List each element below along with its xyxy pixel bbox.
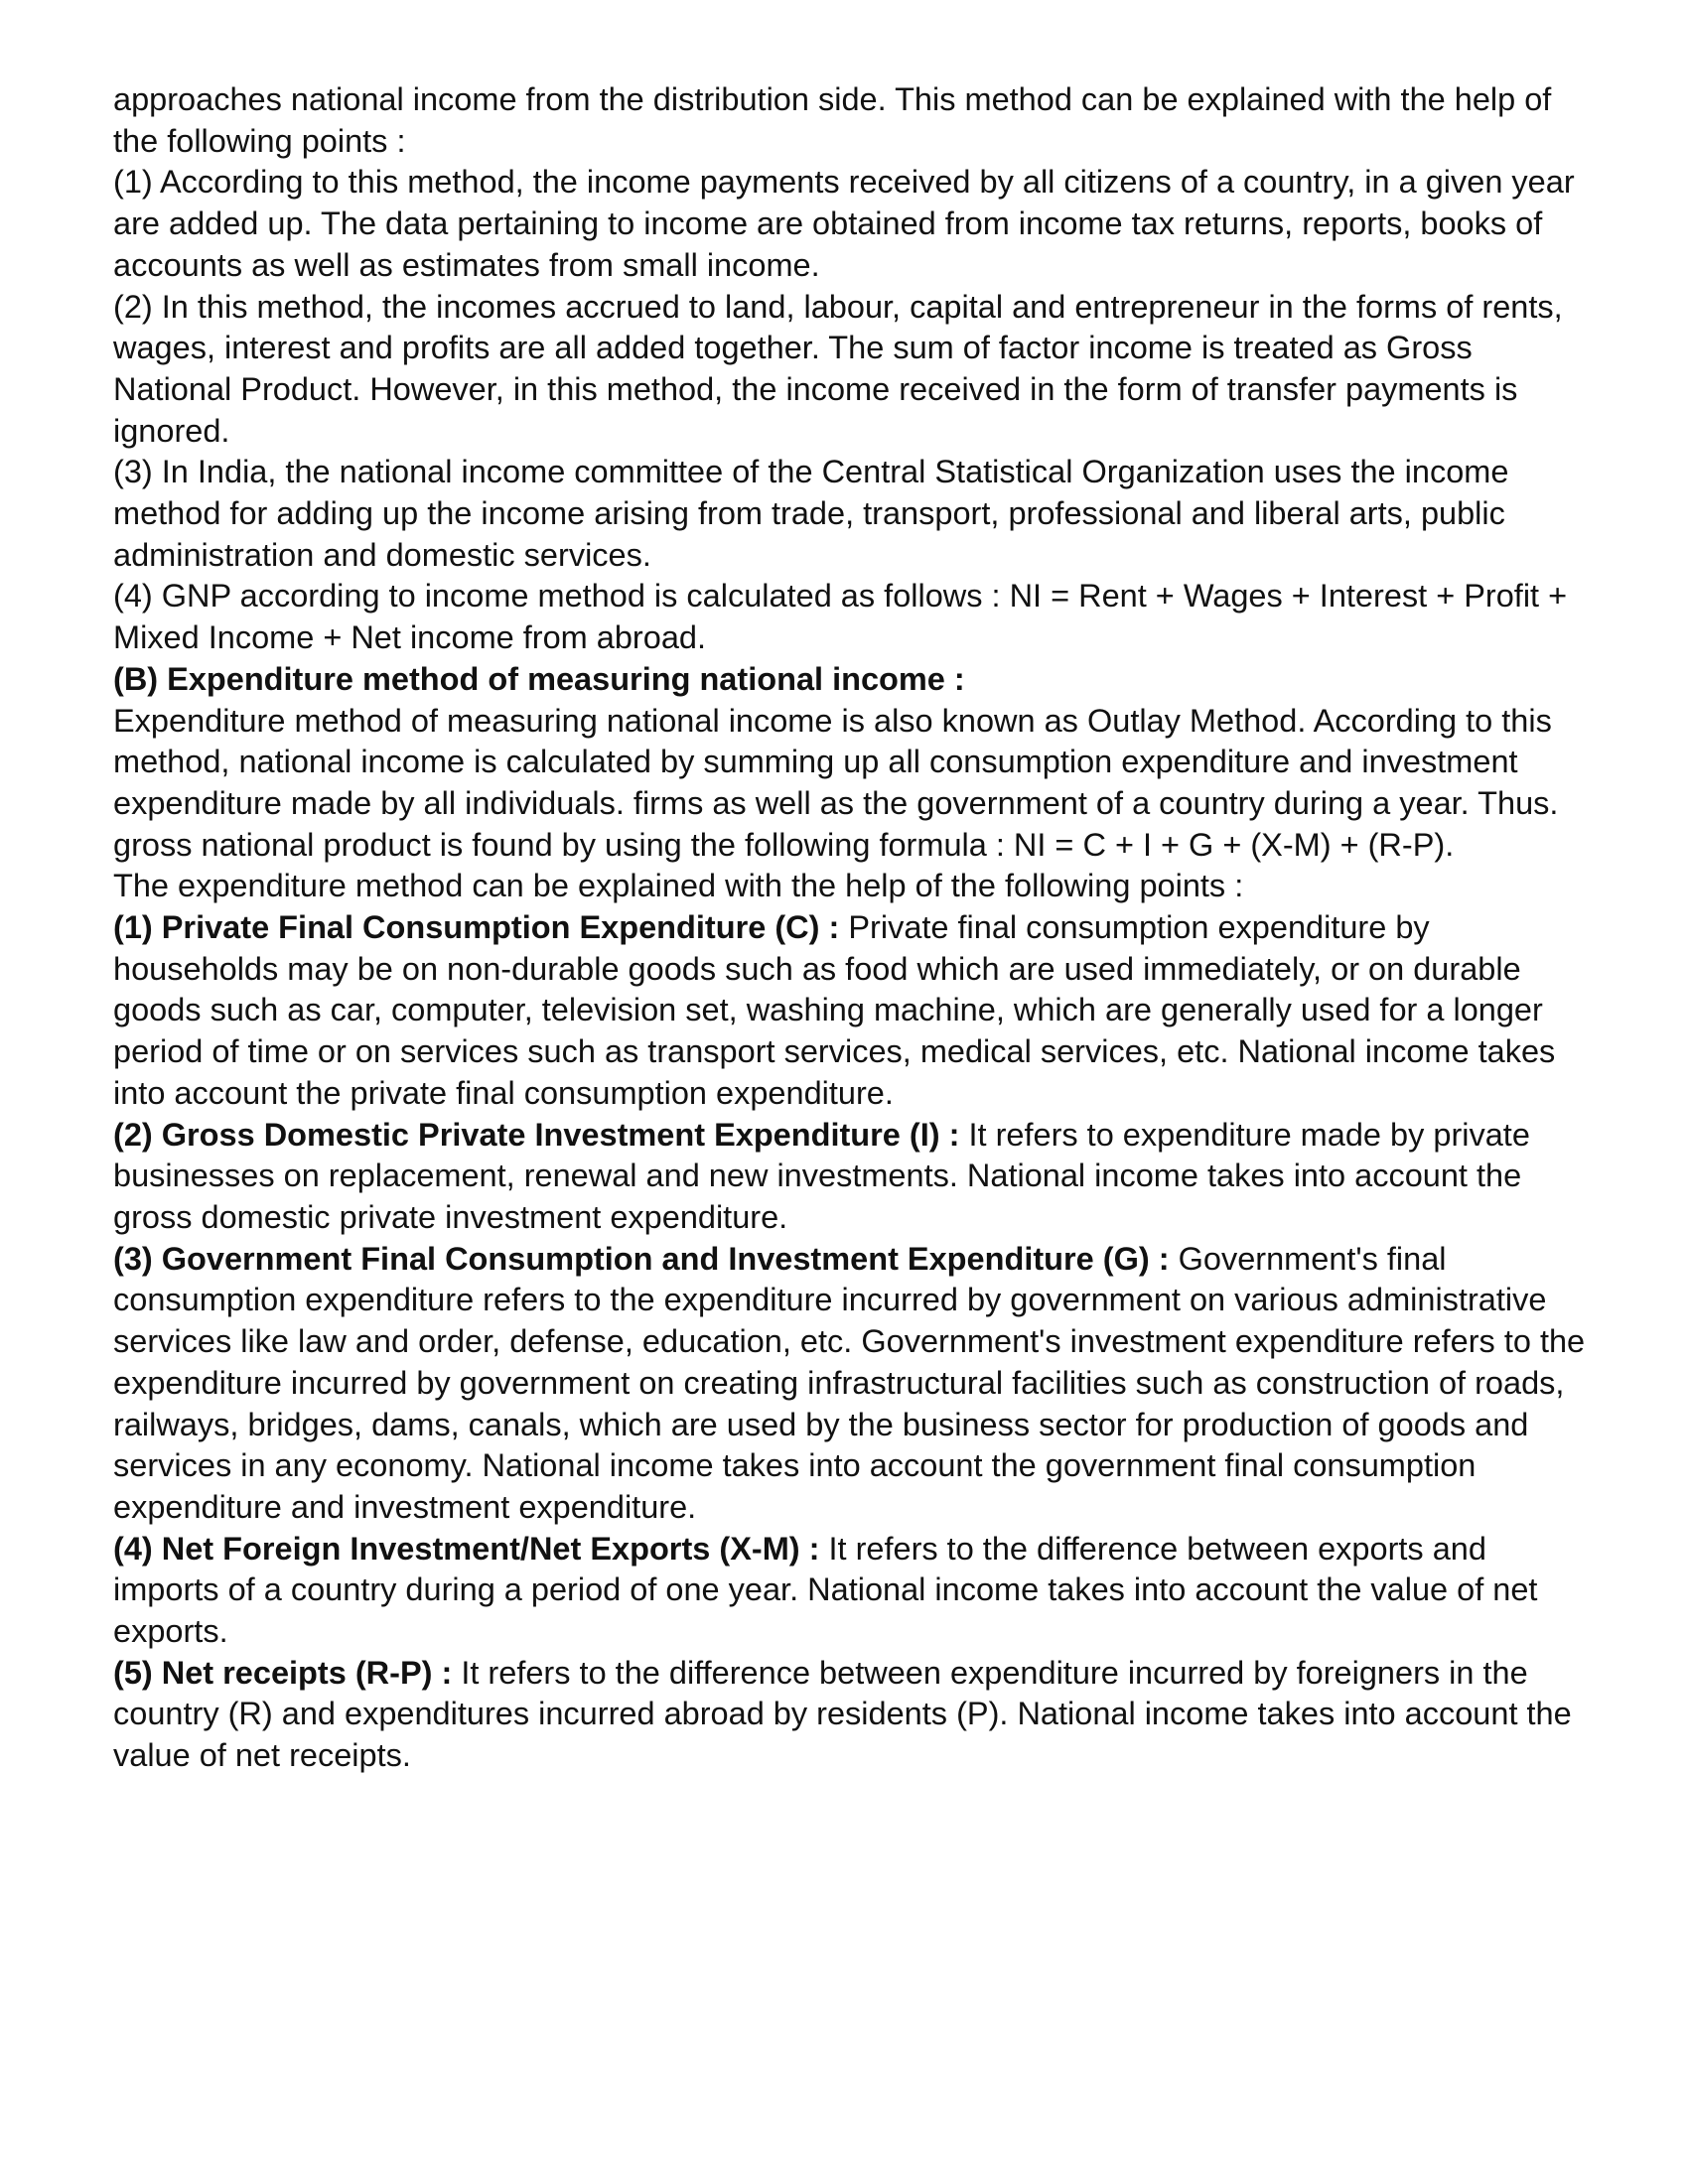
expenditure-point-1 <box>113 907 1593 1115</box>
expenditure-point-term: (1) Private Final Consumption Expenditure (C) : <box>113 909 840 946</box>
expenditure-point-5 <box>113 1653 1593 1777</box>
section-b-lead-in: The expenditure method can be explained with the help of the following points : <box>113 868 1244 904</box>
expenditure-point-text: It refers to the difference between exports and imports of a country during a period of one year. National income takes into account the value of net exports. <box>113 1530 1538 1650</box>
expenditure-point-term: (5) Net receipts (R-P) : <box>113 1654 453 1691</box>
expenditure-point-text: It refers to expenditure made by private businesses on replacement, renewal and new investments. National income takes into account the gross domestic private investment expenditure. <box>113 1116 1530 1235</box>
expenditure-point-4 <box>113 1529 1593 1653</box>
expenditure-point-3 <box>113 1239 1593 1529</box>
expenditure-point-text: Government's final consumption expenditure refers to the expenditure incurred by government on various administrative services like law and order, defense, education, etc. Government's investment expenditure refers to the expenditure incurred by government on creating infrastructural facilities such as construction of roads, railways, bridges, dams, canals, which are used by the business sector for production of goods and services in any economy. National income takes into account the government final consumption expenditure and investment expenditure. <box>113 1240 1586 1525</box>
income-point-2: (2) In this method, the incomes accrued to land, labour, capital and entrepreneur in the forms of rents, wages, interest and profits are all added together. The sum of factor income is treated as Gross National Product. However, in this method, the income received in the form of transfer payments is ignored. <box>113 288 1563 449</box>
section-b-description: Expenditure method of measuring national income is also known as Outlay Method. According to this method, national income is calculated by summing up all consumption expenditure and investment expenditure made by all individuals. firms as well as the government of a country during a year. Thus. gross national product is found by using the following formula : NI = C + I + G + (X-M) + (R-P). <box>113 702 1559 863</box>
document-page <box>113 79 1593 1777</box>
income-point-1: (1) According to this method, the income payments received by all citizens of a country, in a given year are added up. The data pertaining to income are obtained from income tax returns, reports, books of accounts as well as estimates from small income. <box>113 164 1575 283</box>
expenditure-point-text: Private final consumption expenditure by households may be on non-durable goods such as food which are used immediately, or on durable goods such as car, computer, television set, washing machine, which are generally used for a longer period of time or on services such as transport services, medical services, etc. National income takes into account the private final consumption expenditure. <box>113 909 1556 1111</box>
expenditure-point-2 <box>113 1115 1593 1239</box>
income-point-4: (4) GNP according to income method is calculated as follows : NI = Rent + Wages + Interest + Profit + Mixed Income + Net income from abroad. <box>113 578 1568 656</box>
section-b-heading: (B) Expenditure method of measuring national income : <box>113 660 965 697</box>
expenditure-point-term: (3) Government Final Consumption and Investment Expenditure (G) : <box>113 1240 1170 1277</box>
expenditure-point-term: (4) Net Foreign Investment/Net Exports (X-M) : <box>113 1530 820 1567</box>
expenditure-point-term: (2) Gross Domestic Private Investment Expenditure (I) : <box>113 1116 960 1153</box>
intro-paragraph: approaches national income from the distribution side. This method can be explained with the help of the following points : <box>113 81 1552 159</box>
expenditure-point-text: It refers to the difference between expenditure incurred by foreigners in the country (R) and expenditures incurred abroad by residents (P). National income takes into account the value of net receipts. <box>113 1654 1572 1774</box>
income-point-3: (3) In India, the national income committee of the Central Statistical Organization uses the income method for adding up the income arising from trade, transport, professional and liberal arts, public administration and domestic services. <box>113 454 1509 573</box>
